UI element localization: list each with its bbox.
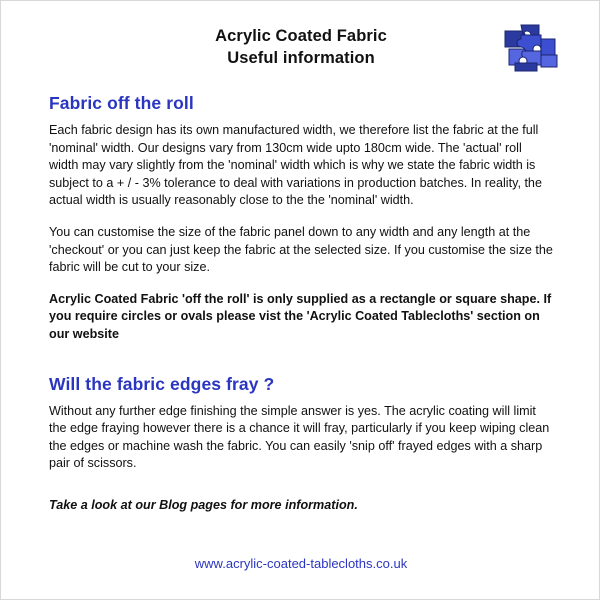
document-footer [1,555,600,573]
website-url-link[interactable]: www.acrylic-coated-tablecloths.co.uk [194,556,408,571]
section-heading-edges-fray: Will the fabric edges fray ? [49,373,275,394]
document-body [49,93,553,529]
page-title-line-1: Acrylic Coated Fabric [215,27,387,45]
page-title-line-2: Useful information [227,49,375,67]
paragraph-blog-callout: Take a look at our Blog pages for more information. [49,497,358,512]
paragraph-customise-size: You can customise the size of the fabric panel down to any width and any length at the 'checkout' or you can just keep the fabric at the selected size. If you customise the size the fabric will be cut to your size. [49,224,553,275]
section-heading-fabric-off-the-roll: Fabric off the roll [49,93,194,113]
section-spacer [49,358,553,374]
paragraph-nominal-width: Each fabric design has its own manufactured width, we therefore list the fabric at the full 'nominal' width. Our designs vary from 130cm wide upto 180cm wide. The 'actual' roll width may vary slightly from the 'nominal' width which is why we state the fabric width is subject to a + / - 3% tolerance to deal with variations in production batches. In reality, the actual width is usually reasonably close to the the 'nominal' width. [49,123,542,208]
puzzle-pieces-logo [475,19,571,79]
paragraph-fraying: Without any further edge finishing the simple answer is yes. The acrylic coating will limit the edge fraying however there is a chance it will fray, particularly if you keep wiping clean the edges or machine wash the fabric. You can easily 'snip off' frayed edges with a sharp pair of scissors. [49,403,550,471]
paragraph-spacer [49,487,553,497]
paragraph-shape-note: Acrylic Coated Fabric 'off the roll' is only supplied as a rectangle or square shape. If you require circles or ovals please vist the 'Acrylic Coated Tablecloths' section on our website [49,291,552,341]
